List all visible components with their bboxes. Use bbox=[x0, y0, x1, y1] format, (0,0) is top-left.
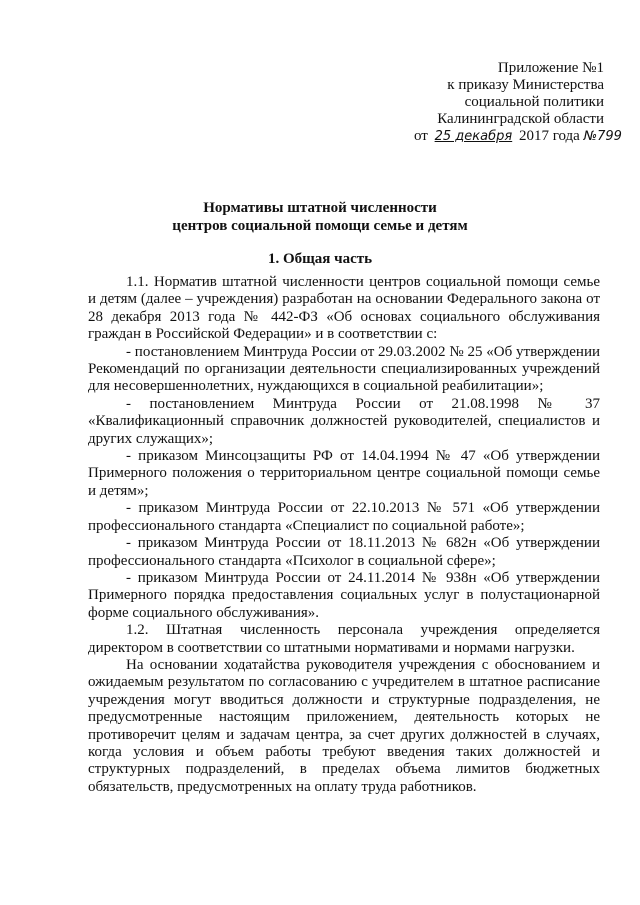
list-item-order-682n: - приказом Минтруда России от 18.11.2013 № 682н «Об утверждении профессионального стандарта «Психолог в социальной сфере»; bbox=[88, 535, 600, 569]
title-line-2: центров социальной помощи семье и детям bbox=[172, 218, 468, 234]
paragraph-1-1: 1.1. Норматив штатной численности центров социальной помощи семье и детям (далее – учреждения) разработан на основании Федерального закона от 28 декабря 2013 года № 442-ФЗ «Об основах социального обслуживания граждан в Российской Федерации» и в соответствии с: bbox=[88, 274, 600, 343]
ministry-line: социальной политики bbox=[464, 94, 604, 110]
document-body bbox=[88, 274, 600, 796]
order-reference: к приказу Министерства bbox=[447, 77, 604, 93]
list-item-order-47: - приказом Минсоцзащиты РФ от 14.04.1994 № 47 «Об утверждении Примерного положения о территориальном центре социальной помощи семье и детям»; bbox=[88, 448, 600, 499]
paragraph-staffing: На основании ходатайства руководителя учреждения с обоснованием и ожидаемым результатом по согласованию с учредителем в штатное расписание учреждения могут вводиться должности и структурные подразделения, не предусмотренные настоящим приложением, деятельность которых не противоречит целям и задачам центра, за счет других должностей в случаях, когда условия и объем работы требуют введения таких должностей и структурных подразделений, в пределах объема лимитов бюджетных обязательств, предусмотренных на оплату труда работников. bbox=[88, 656, 600, 795]
appendix-header bbox=[414, 60, 622, 145]
title-line-1: Нормативы штатной численности bbox=[203, 200, 437, 216]
list-item-decree-37: - постановлением Минтруда России от 21.08.1998 № 37 «Квалификационный справочник должностей руководителей, специалистов и других служащих»; bbox=[88, 395, 600, 447]
date-prefix: от bbox=[414, 128, 428, 144]
appendix-label: Приложение №1 bbox=[497, 60, 604, 76]
handwritten-order-number: №799 bbox=[583, 129, 622, 144]
list-item-order-938n: - приказом Минтруда России от 24.11.2014 № 938н «Об утверждении Примерного порядка предоставления социальных услуг в полустационарной форме социального обслуживания». bbox=[88, 569, 600, 621]
document-title bbox=[0, 199, 640, 235]
list-item-decree-25: - постановлением Минтруда России от 29.03.2002 № 25 «Об утверждении Рекомендаций по организации деятельности специализированных учреждений для несовершеннолетних, нуждающихся в социальной реабилитации»; bbox=[88, 343, 600, 395]
section-heading: 1. Общая часть bbox=[267, 251, 373, 267]
region-line: Калининградской области bbox=[437, 111, 604, 127]
list-item-order-571: - приказом Минтруда России от 22.10.2013 № 571 «Об утверждении профессионального стандарта «Специалист по социальной работе»; bbox=[88, 500, 600, 534]
date-suffix: 2017 года bbox=[518, 128, 580, 144]
order-date-line bbox=[414, 128, 622, 145]
paragraph-1-2: 1.2. Штатная численность персонала учреждения определяется директором в соответствии со штатными нормативами и нормами нагрузки. bbox=[88, 622, 600, 656]
handwritten-date: 25 декабря bbox=[434, 129, 513, 144]
